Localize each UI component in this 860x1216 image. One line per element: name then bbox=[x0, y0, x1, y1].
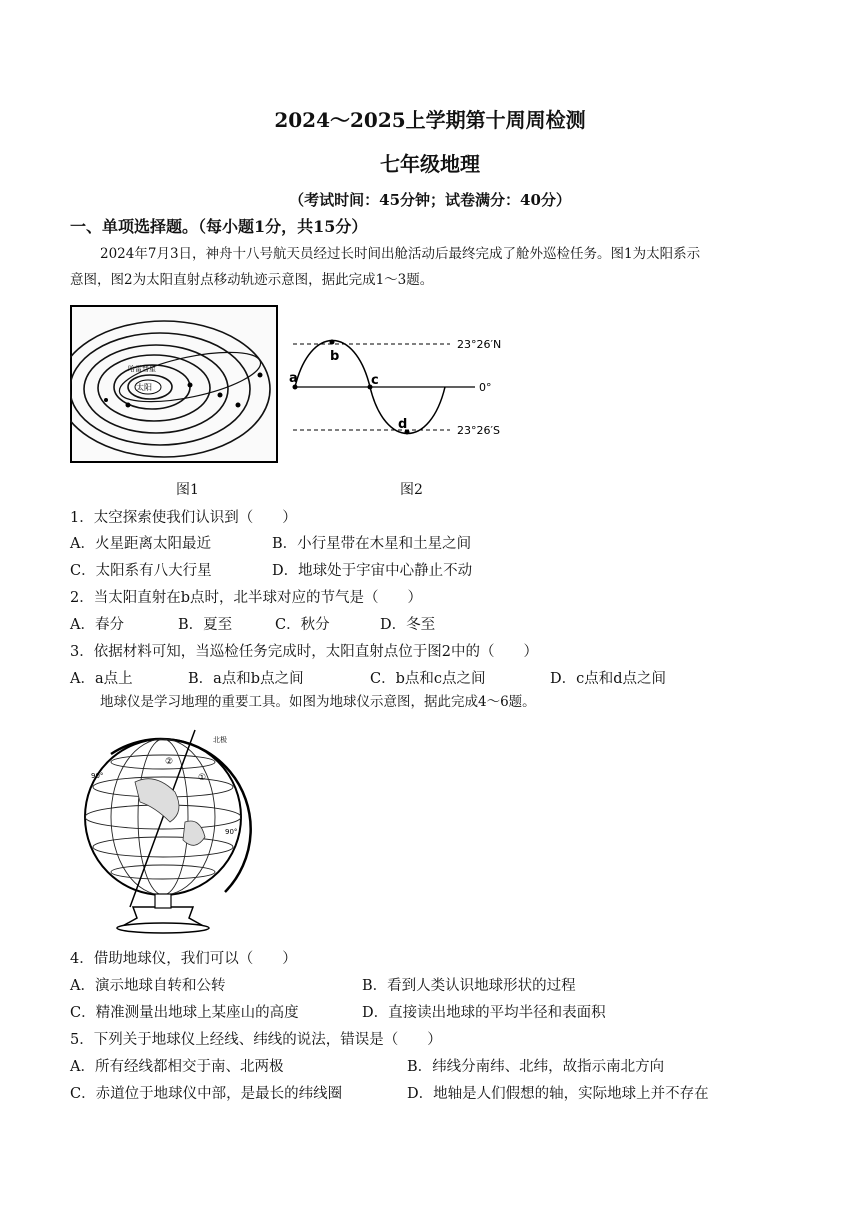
intro-line-1: 2024年7月3日，神舟十八号航天员经过长时间出舱活动后最终完成了舱外巡检任务。图1为太阳系示 bbox=[100, 246, 701, 262]
question-3: 3．依据材料可知，当巡检任务完成时，太阳直射点位于图2中的（ ） bbox=[70, 644, 538, 660]
q1-option-c: C．太阳系有八大行星 bbox=[70, 563, 212, 579]
question-2: 2．当太阳直射在b点时，北半球对应的节气是（ ） bbox=[70, 590, 423, 606]
q2-option-d: D．冬至 bbox=[380, 617, 436, 633]
q1-option-a: A．火星距离太阳最近 bbox=[70, 536, 211, 552]
intro-line-2: 意图，图2为太阳直射点移动轨迹示意图，据此完成1～3题。 bbox=[70, 272, 434, 288]
q5-option-b: B．纬线分南纬、北纬，故指示南北方向 bbox=[407, 1059, 665, 1075]
section-heading: 一、单项选择题。（每小题1分，共15分） bbox=[70, 217, 368, 236]
q3-option-d: D．c点和d点之间 bbox=[550, 671, 667, 687]
globe-label-90-left: 90° bbox=[91, 772, 104, 780]
q4-option-b: B．看到人类认识地球形状的过程 bbox=[362, 978, 576, 994]
point-b-label: b bbox=[330, 349, 340, 364]
q1-option-b: B．小行星带在木星和土星之间 bbox=[272, 536, 472, 552]
point-a-label: a bbox=[289, 371, 298, 386]
globe-label-1: ① bbox=[198, 773, 207, 783]
q5-option-c: C．赤道位于地球仪中部，是最长的纬线圈 bbox=[70, 1086, 343, 1102]
q3-option-c: C．b点和c点之间 bbox=[370, 671, 486, 687]
q2-option-b: B．夏至 bbox=[178, 617, 233, 633]
exam-title: 2024～2025上学期第十周周检测 bbox=[274, 108, 586, 132]
q3-option-b: B．a点和b点之间 bbox=[188, 671, 304, 687]
sun-label: 太阳 bbox=[136, 383, 152, 392]
q4-option-d: D．直接读出地球的平均半径和表面积 bbox=[362, 1005, 606, 1021]
point-d-label: d bbox=[398, 417, 408, 432]
subject-title: 七年级地理 bbox=[380, 152, 480, 176]
q4-option-a: A．演示地球自转和公转 bbox=[70, 978, 226, 994]
figure-1-caption: 图1 bbox=[176, 482, 199, 498]
globe-label-north-pole: 北极 bbox=[213, 736, 227, 744]
globe-intro: 地球仪是学习地理的重要工具。如图为地球仪示意图，据此完成4～6题。 bbox=[100, 694, 536, 710]
point-c-label: c bbox=[371, 373, 379, 388]
figure-2-sun-track bbox=[285, 330, 525, 440]
q4-option-c: C．精准测量出地球上某座山的高度 bbox=[70, 1005, 299, 1021]
tropic-south-label: 23°26′S bbox=[457, 424, 500, 437]
globe-label-2: ② bbox=[165, 757, 174, 767]
q5-option-d: D．地轴是人们假想的轴，实际地球上并不存在 bbox=[407, 1086, 709, 1102]
exam-info: （考试时间：45分钟；试卷满分：40分） bbox=[289, 191, 571, 209]
q3-option-a: A．a点上 bbox=[70, 671, 133, 687]
q2-option-a: A．春分 bbox=[70, 617, 124, 633]
tropic-north-label: 23°26′N bbox=[457, 338, 502, 351]
globe-figure bbox=[75, 722, 255, 934]
q5-option-a: A．所有经线都相交于南、北两极 bbox=[70, 1059, 284, 1075]
globe-label-90-right: 90° bbox=[225, 828, 238, 836]
equator-label: 0° bbox=[479, 381, 492, 394]
q2-option-c: C．秋分 bbox=[275, 617, 330, 633]
figure-2-caption: 图2 bbox=[400, 482, 423, 498]
halley-comet-label: 哈雷彗星 bbox=[128, 365, 156, 373]
question-5: 5．下列关于地球仪上经线、纬线的说法，错误是（ ） bbox=[70, 1032, 442, 1048]
question-4: 4．借助地球仪，我们可以（ ） bbox=[70, 951, 297, 967]
figure-1-solar-system bbox=[70, 305, 280, 465]
q1-option-d: D．地球处于宇宙中心静止不动 bbox=[272, 563, 473, 579]
question-1: 1．太空探索使我们认识到（ ） bbox=[70, 510, 297, 526]
